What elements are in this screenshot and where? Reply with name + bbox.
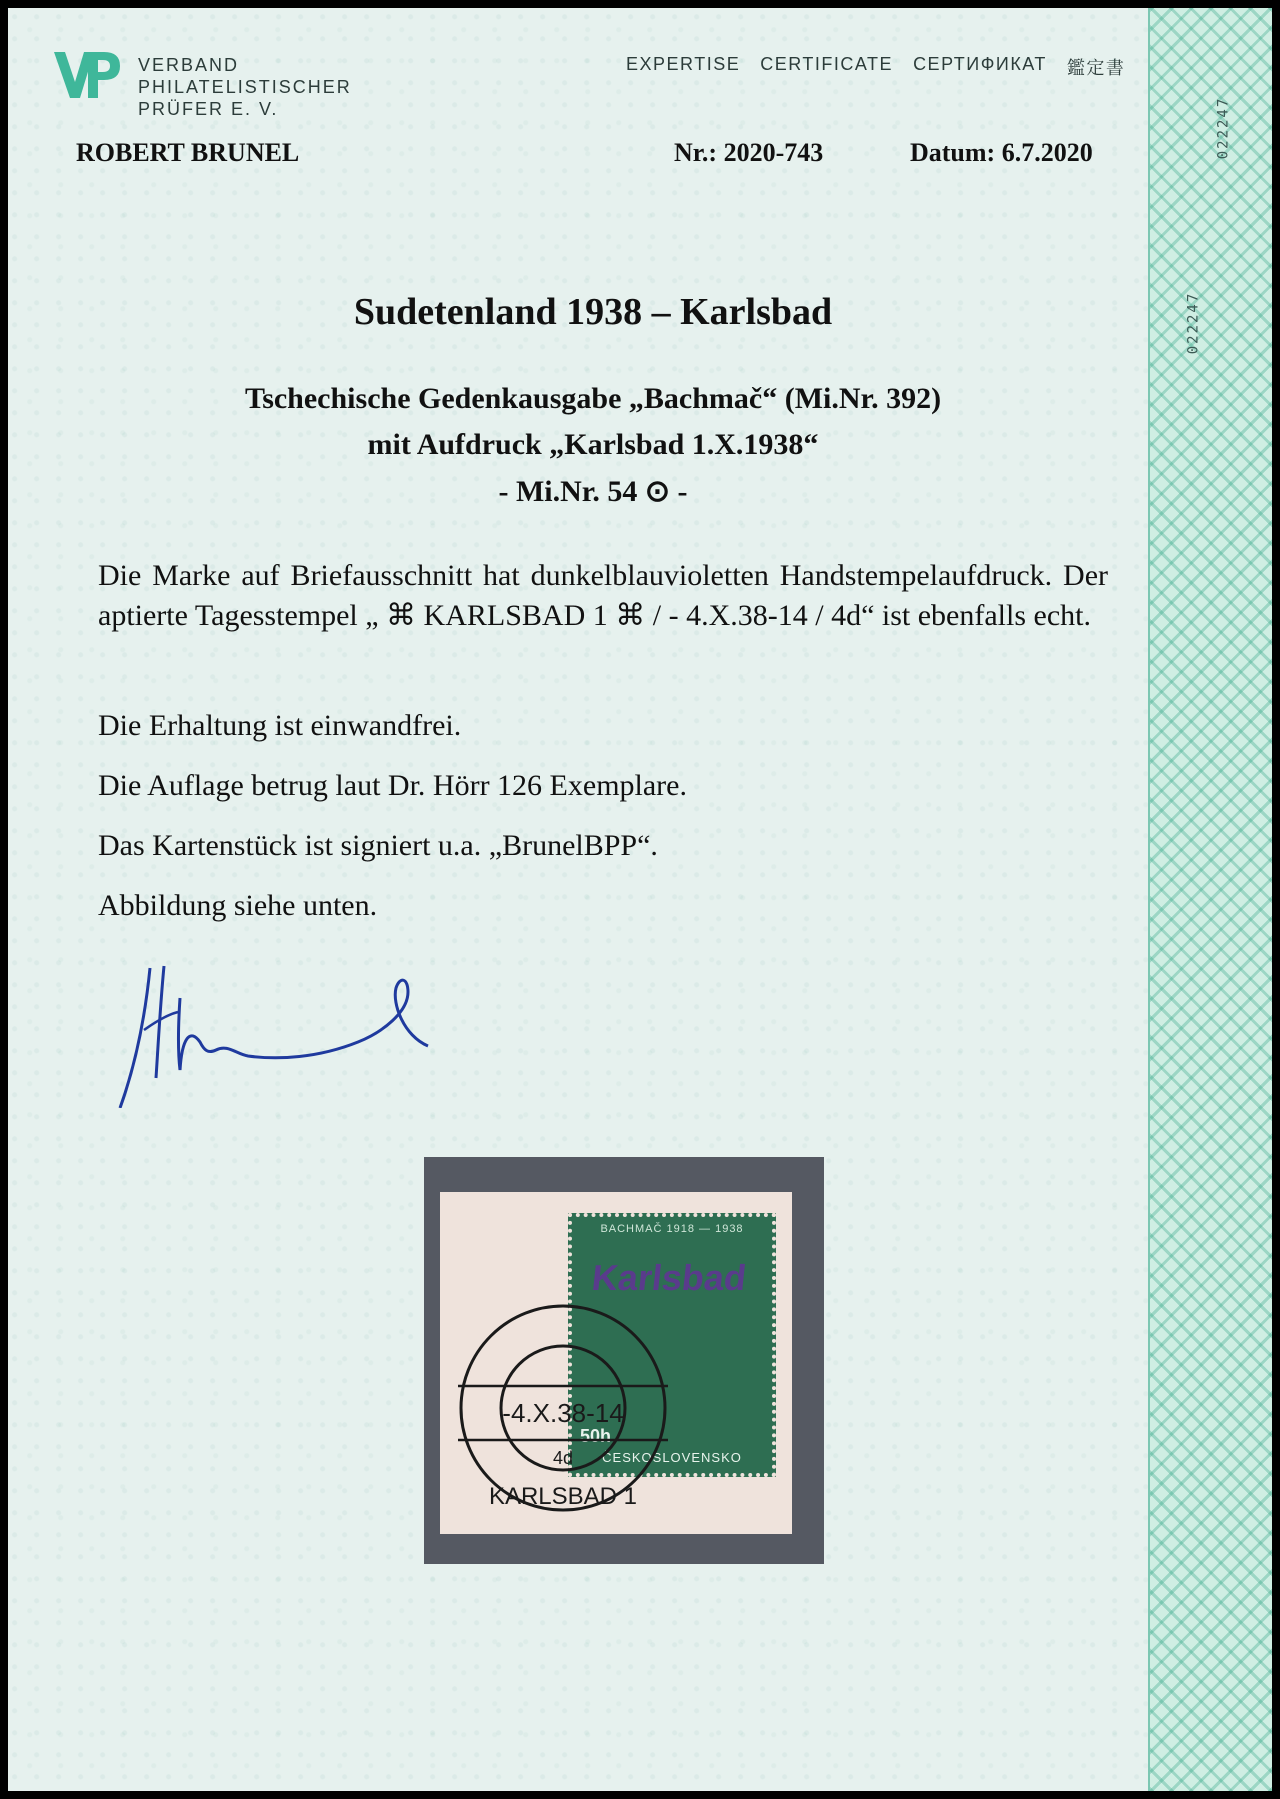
subtitle-overprint: mit Aufdruck „Karlsbad 1.X.1938“ (367, 428, 819, 461)
label-certificate-ja: 鑑定書 (1066, 58, 1126, 78)
subtitle-issue: Tschechische Gedenkausgabe „Bachmač“ (Mi.Nr. 392) (244, 382, 942, 415)
stamp-face-value: 50h (580, 1426, 612, 1446)
stamp-inscription: BACHMAČ 1918 — 1938 (600, 1223, 744, 1235)
certificate-number: Nr.: 2020-743 (674, 138, 824, 167)
association-line1: VERBAND (138, 55, 240, 75)
security-strip (1148, 8, 1272, 1791)
postmark-code: 4d (552, 1448, 574, 1468)
association-line3: PRÜFER E. V. (138, 99, 279, 119)
certificate-title: Sudetenland 1938 – Karlsbad (353, 291, 833, 333)
certificate-labels (626, 54, 1125, 80)
certificate-date: Datum: 6.7.2020 (910, 138, 1093, 167)
description-paragraph: Die Marke auf Briefausschnitt hat dunkelblauvioletten Handstempelaufdruck. Der aptierte Tagesstempel „ ⌘ KARLSBAD 1 ⌘ / - 4.X.38-14 / 4d“ ist ebenfalls echt. (98, 559, 1108, 632)
serial-number-top: 022247 (1215, 96, 1232, 160)
association-line2: PHILATELISTISCHER (138, 77, 352, 97)
expert-name: ROBERT BRUNEL (76, 138, 300, 167)
serial-number-middle: 022247 (1185, 291, 1202, 355)
subtitle-catalog-number: - Mi.Nr. 54 ⊙ - (498, 475, 688, 508)
edition-text: Die Auflage betrug laut Dr. Hörr 126 Exemplare. (98, 769, 687, 802)
condition-text: Die Erhaltung ist einwandfrei. (98, 709, 462, 742)
expert-signature (108, 958, 488, 1108)
vp-logo-icon (52, 48, 122, 102)
postmark-town: KARLSBAD 1 (488, 1483, 638, 1510)
label-expertise: EXPERTISE (626, 54, 741, 74)
karlsbad-postmark (448, 1298, 678, 1528)
association-name (138, 54, 352, 120)
signed-text: Das Kartenstück ist signiert u.a. „BrunelBPP“. (98, 829, 658, 862)
label-certificate: CERTIFICATE (760, 54, 894, 74)
illustration-note: Abbildung siehe unten. (98, 889, 378, 922)
label-certificate-ru: СЕРТИФИКАТ (913, 54, 1047, 74)
stamp-country: ČESKOSLOVENSKO (602, 1450, 742, 1465)
certificate-page (8, 8, 1272, 1791)
karlsbad-overprint: Karlsbad (589, 1257, 749, 1298)
postmark-date: -4.X.38-14 (502, 1398, 624, 1428)
bpp-logo (52, 48, 352, 120)
